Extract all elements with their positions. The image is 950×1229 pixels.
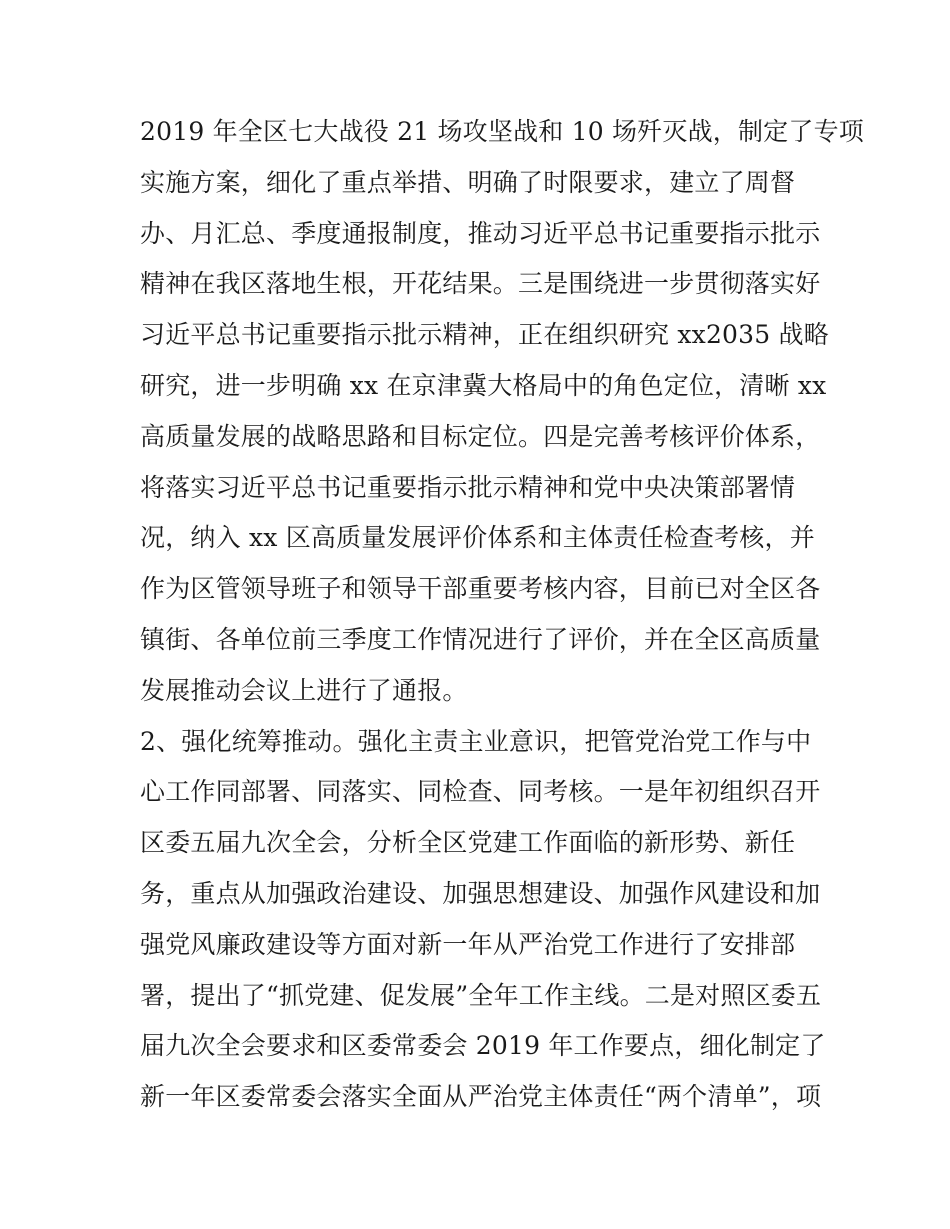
text-line: 办、月汇总、季度通报制度，推动习近平总书记重要指示批示 bbox=[140, 218, 821, 248]
text-line: 况，纳入 xx 区高质量发展评价体系和主体责任检查考核，并 bbox=[140, 523, 815, 553]
text-line: 署，提出了“抓党建、促发展”全年工作主线。二是对照区委五 bbox=[140, 980, 822, 1010]
section-heading-line: 2、强化统筹推动。强化主责主业意识，把管党治党工作与中 bbox=[140, 726, 812, 756]
text-line: 届九次全会要求和区委常委会 2019 年工作要点，细化制定了 bbox=[140, 1031, 826, 1061]
text-line: 区委五届九次全会，分析全区党建工作面临的新形势、新任 bbox=[140, 828, 796, 858]
text-line: 心工作同部署、同落实、同检查、同考核。一是年初组织召开 bbox=[140, 777, 821, 807]
text-line: 研究，进一步明确 xx 在京津冀大格局中的角色定位，清晰 xx bbox=[140, 370, 827, 400]
text-line: 镇街、各单位前三季度工作情况进行了评价，并在全区高质量 bbox=[140, 624, 821, 654]
text-line: 新一年区委常委会落实全面从严治党主体责任“两个清单”，项 bbox=[140, 1082, 822, 1112]
text-line: 作为区管领导班子和领导干部重要考核内容，目前已对全区各 bbox=[140, 574, 821, 604]
text-line: 实施方案，细化了重点举措、明确了时限要求，建立了周督 bbox=[140, 167, 796, 197]
text-line: 发展推动会议上进行了通报。 bbox=[140, 675, 468, 705]
text-line: 将落实习近平总书记重要指示批示精神和党中央决策部署情 bbox=[140, 472, 796, 502]
text-line: 高质量发展的战略思路和目标定位。四是完善考核评价体系， bbox=[140, 421, 821, 451]
text-line: 习近平总书记重要指示批示精神，正在组织研究 xx2035 战略 bbox=[140, 320, 829, 350]
text-line: 精神在我区落地生根，开花结果。三是围绕进一步贯彻落实好 bbox=[140, 269, 821, 299]
text-line: 强党风廉政建设等方面对新一年从严治党工作进行了安排部 bbox=[140, 929, 796, 959]
text-line: 2019 年全区七大战役 21 场攻坚战和 10 场歼灭战，制定了专项 bbox=[140, 117, 864, 146]
text-line: 务，重点从加强政治建设、加强思想建设、加强作风建设和加 bbox=[140, 878, 821, 908]
body-text bbox=[140, 107, 864, 1123]
